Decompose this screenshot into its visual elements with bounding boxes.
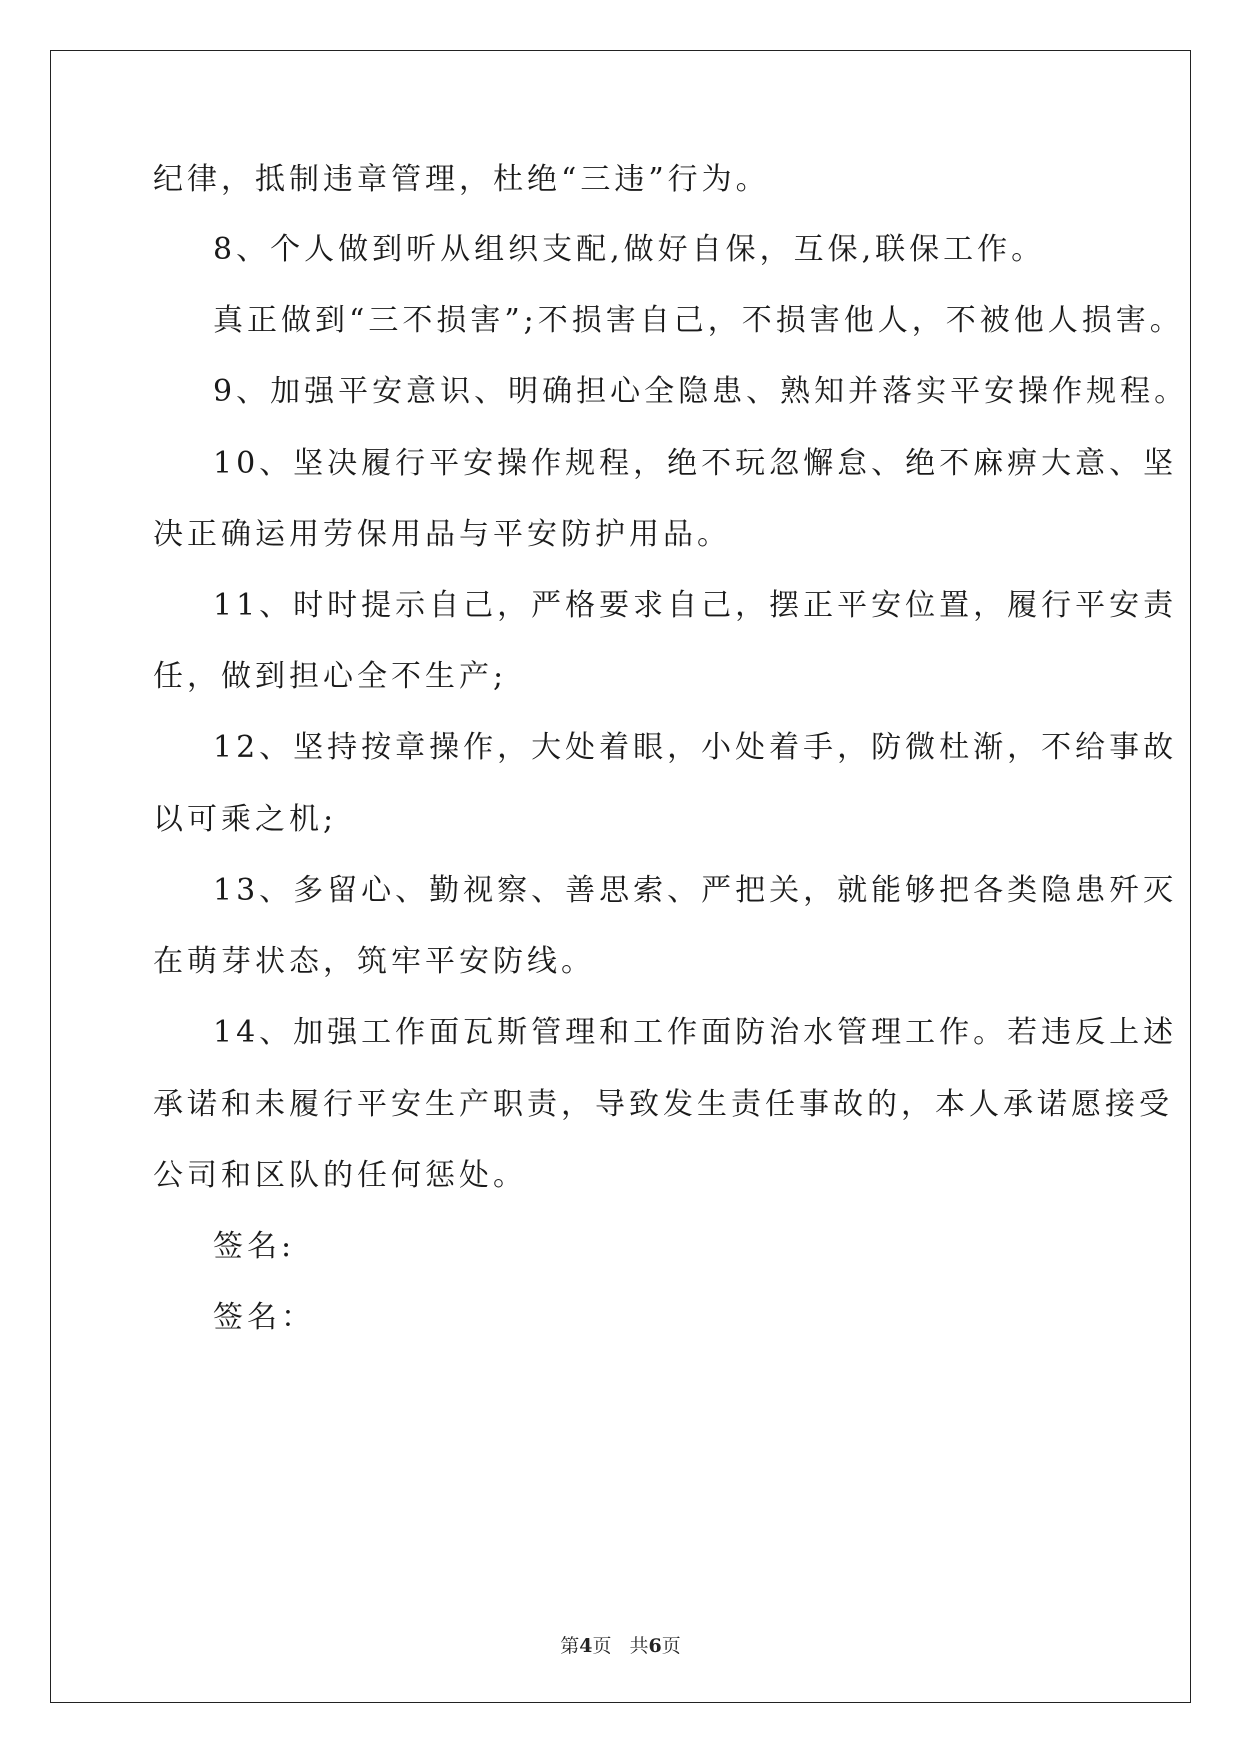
page-footer bbox=[0, 1631, 1241, 1658]
text-line: 承诺和未履行平安生产职责，导致发生责任事故的，本人承诺愿接受 bbox=[153, 1087, 1173, 1122]
text-line: 9、加强平安意识、明确担心全隐患、熟知并落实平安操作规程。 bbox=[213, 374, 1189, 409]
total-unit: 页 bbox=[661, 1635, 681, 1657]
current-page-number: 4 bbox=[579, 1635, 593, 1657]
text-line: 14、加强工作面瓦斯管理和工作面防治水管理工作。若违反上述 bbox=[213, 1015, 1178, 1050]
text-line: 12、坚持按章操作，大处着眼，小处着手，防微杜渐，不给事故 bbox=[213, 730, 1178, 765]
page-prefix: 第 bbox=[560, 1635, 580, 1657]
text-line: 以可乘之机; bbox=[153, 802, 338, 837]
text-line: 决正确运用劳保用品与平安防护用品。 bbox=[153, 517, 731, 552]
text-line: 8、个人做到听从组织支配,做好自保，互保,联保工作。 bbox=[213, 232, 1046, 267]
text-line: 真正做到“三不损害”;不损害自己，不损害他人，不被他人损害。 bbox=[213, 303, 1184, 338]
text-line: 任，做到担心全不生产; bbox=[153, 659, 508, 694]
text-line: 在萌芽状态，筑牢平安防线。 bbox=[153, 944, 595, 979]
text-line: 13、多留心、勤视察、善思索、严把关，就能够把各类隐患歼灭 bbox=[213, 873, 1178, 908]
signature-label: 签名： bbox=[213, 1300, 315, 1335]
total-prefix: 共 bbox=[629, 1635, 649, 1657]
total-page-count: 6 bbox=[648, 1635, 662, 1657]
page-unit: 页 bbox=[592, 1635, 612, 1657]
text-line: 纪律，抵制违章管理，杜绝“三违”行为。 bbox=[153, 162, 770, 197]
text-line: 公司和区队的任何惩处。 bbox=[153, 1158, 527, 1193]
text-line: 10、坚决履行平安操作规程，绝不玩忽懈怠、绝不麻痹大意、坚 bbox=[213, 446, 1178, 481]
signature-label: 签名: bbox=[213, 1229, 296, 1264]
text-line: 11、时时提示自己，严格要求自己，摆正平安位置，履行平安责 bbox=[213, 588, 1178, 623]
